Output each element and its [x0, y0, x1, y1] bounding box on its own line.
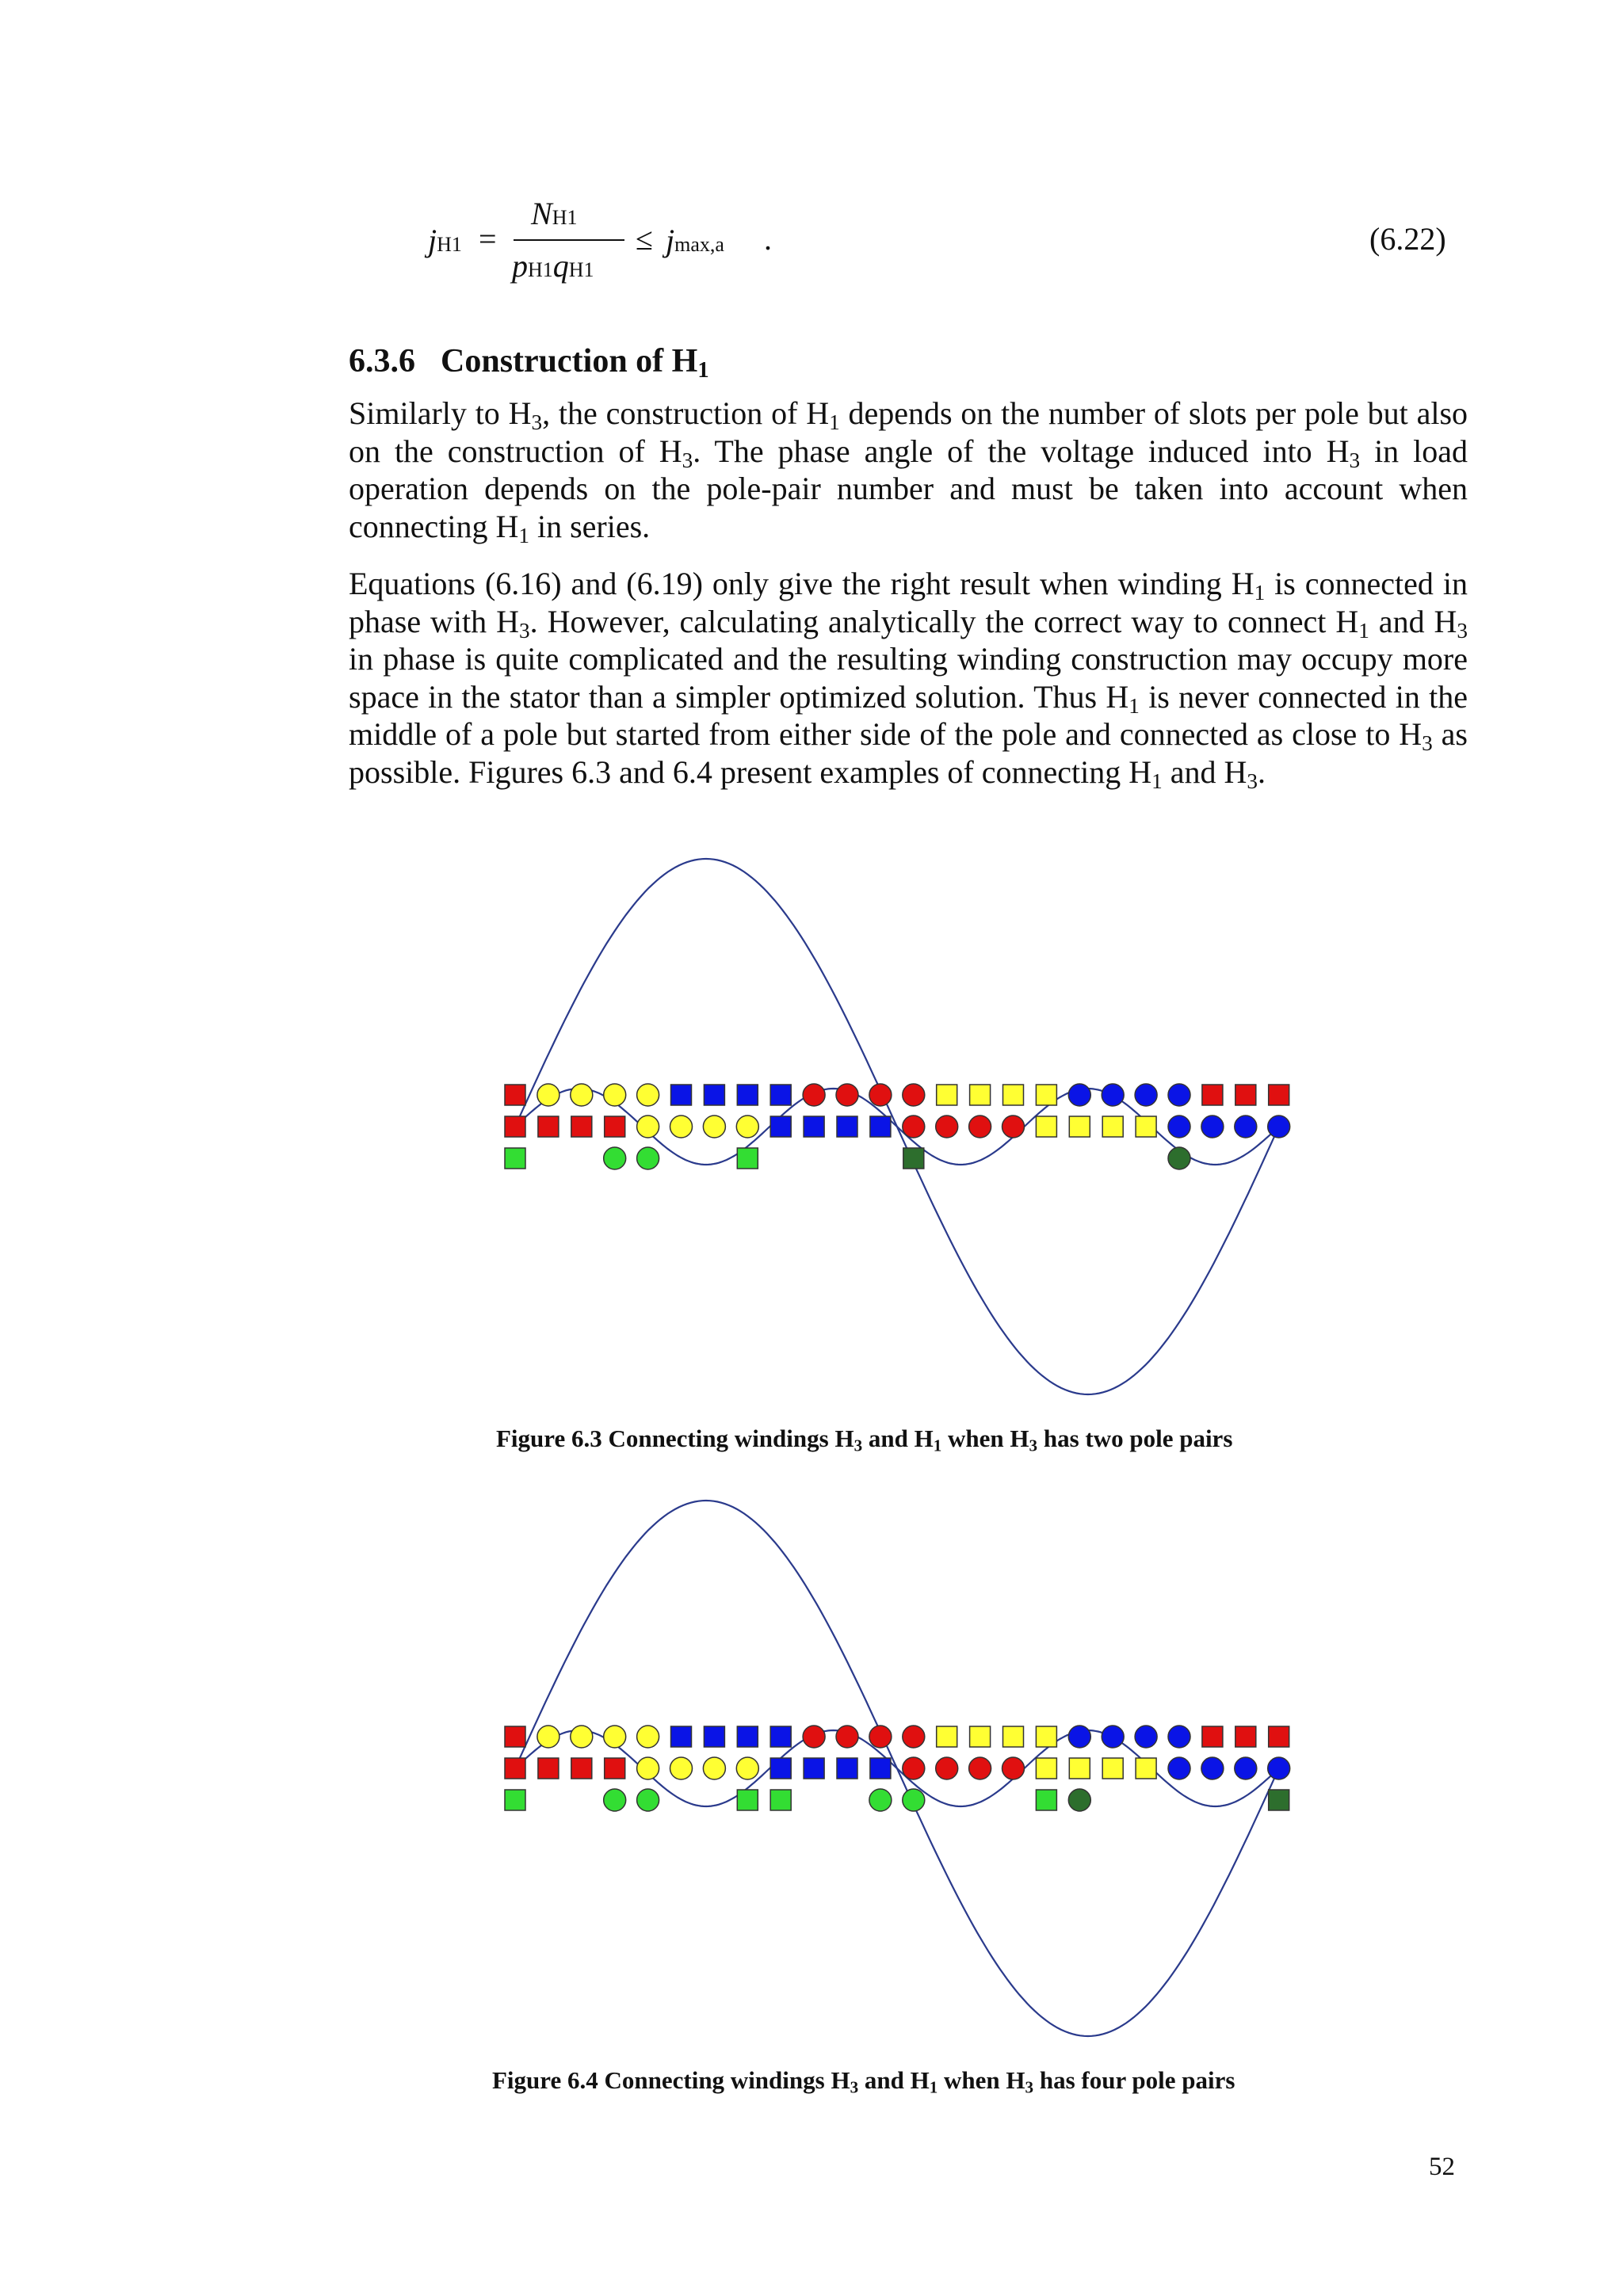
yellow-circle-slot	[604, 1726, 626, 1748]
slot-row-1	[505, 1726, 1289, 1748]
yellow-square-slot	[1136, 1758, 1156, 1779]
red-circle-slot	[803, 1726, 825, 1748]
yellow-circle-slot	[637, 1084, 659, 1106]
yellow-circle-slot	[637, 1726, 659, 1748]
blue-square-slot	[837, 1116, 857, 1137]
dark-green-circle-slot	[1068, 1789, 1090, 1811]
slot-row-3	[505, 1147, 1190, 1169]
eq-equals: =	[479, 221, 497, 257]
figure-6-3-caption: Figure 6.3 Connecting windings $H_3$ and $H_1$ when $H_3$ has two pole pairs	[496, 1425, 1233, 1455]
red-circle-slot	[936, 1116, 958, 1138]
dark-green-circle-slot	[1168, 1147, 1190, 1169]
blue-square-slot	[804, 1116, 824, 1137]
yellow-square-slot	[1036, 1726, 1056, 1747]
green-square-slot	[737, 1148, 758, 1169]
blue-square-slot	[837, 1758, 857, 1779]
red-square-slot	[571, 1116, 592, 1137]
blue-circle-slot	[1201, 1116, 1224, 1138]
red-circle-slot	[836, 1084, 858, 1106]
red-square-slot	[505, 1726, 525, 1747]
figure-6-4-diagram	[491, 1482, 1331, 2060]
blue-square-slot	[770, 1116, 791, 1137]
yellow-circle-slot	[537, 1084, 559, 1106]
blue-circle-slot	[1102, 1726, 1124, 1748]
blue-circle-slot	[1168, 1757, 1190, 1779]
eq-rhs: jmax,a	[666, 223, 724, 258]
yellow-square-slot	[1069, 1758, 1090, 1779]
red-circle-slot	[903, 1084, 925, 1106]
green-square-slot	[505, 1148, 525, 1169]
red-circle-slot	[803, 1084, 825, 1106]
blue-circle-slot	[1168, 1084, 1190, 1106]
yellow-square-slot	[1003, 1726, 1024, 1747]
red-circle-slot	[969, 1116, 991, 1138]
red-square-slot	[1269, 1085, 1289, 1105]
yellow-circle-slot	[637, 1116, 659, 1138]
yellow-circle-slot	[703, 1757, 725, 1779]
eq-denominator: pH1qH1	[512, 248, 594, 284]
eq-fraction-bar	[514, 239, 624, 241]
yellow-square-slot	[1102, 1116, 1123, 1137]
yellow-square-slot	[1036, 1116, 1056, 1137]
yellow-square-slot	[1036, 1758, 1056, 1779]
blue-square-slot	[671, 1726, 692, 1747]
yellow-square-slot	[937, 1726, 957, 1747]
yellow-circle-slot	[604, 1084, 626, 1106]
green-circle-slot	[903, 1789, 925, 1811]
red-square-slot	[605, 1758, 625, 1779]
yellow-square-slot	[970, 1726, 991, 1747]
eq-lhs: jH1	[428, 223, 462, 258]
green-square-slot	[770, 1790, 791, 1810]
blue-circle-slot	[1068, 1084, 1090, 1106]
yellow-circle-slot	[571, 1726, 593, 1748]
blue-circle-slot	[1201, 1757, 1224, 1779]
section-heading: 6.3.6 Construction of $H_1$	[349, 343, 709, 383]
dark-green-square-slot	[903, 1148, 924, 1169]
blue-circle-slot	[1235, 1757, 1257, 1779]
yellow-square-slot	[937, 1085, 957, 1105]
yellow-square-slot	[1003, 1085, 1024, 1105]
red-square-slot	[538, 1116, 559, 1137]
yellow-circle-slot	[571, 1084, 593, 1106]
green-square-slot	[505, 1790, 525, 1810]
red-circle-slot	[1002, 1757, 1025, 1779]
figure-6-4-caption: Figure 6.4 Connecting windings $H_3$ and $H_1$ when $H_3$ has four pole pairs	[492, 2066, 1235, 2097]
blue-square-slot	[870, 1758, 891, 1779]
red-circle-slot	[969, 1757, 991, 1779]
red-square-slot	[1235, 1726, 1256, 1747]
dark-green-square-slot	[1269, 1790, 1289, 1810]
third-harmonic-wave	[515, 1089, 1279, 1165]
red-square-slot	[1269, 1726, 1289, 1747]
blue-square-slot	[770, 1085, 791, 1105]
green-circle-slot	[869, 1789, 892, 1811]
yellow-circle-slot	[670, 1116, 693, 1138]
red-square-slot	[1202, 1085, 1223, 1105]
yellow-circle-slot	[736, 1116, 758, 1138]
red-square-slot	[571, 1758, 592, 1779]
red-square-slot	[505, 1085, 525, 1105]
blue-circle-slot	[1268, 1116, 1290, 1138]
blue-square-slot	[804, 1758, 824, 1779]
yellow-square-slot	[1136, 1116, 1156, 1137]
red-square-slot	[1235, 1085, 1256, 1105]
blue-square-slot	[737, 1085, 758, 1105]
green-square-slot	[1036, 1790, 1056, 1810]
red-circle-slot	[836, 1726, 858, 1748]
blue-circle-slot	[1235, 1116, 1257, 1138]
green-circle-slot	[604, 1147, 626, 1169]
yellow-circle-slot	[670, 1757, 693, 1779]
red-circle-slot	[936, 1757, 958, 1779]
eq-end: .	[764, 221, 772, 257]
figure-6-3-diagram	[491, 840, 1331, 1418]
blue-square-slot	[870, 1116, 891, 1137]
blue-circle-slot	[1268, 1757, 1290, 1779]
yellow-circle-slot	[736, 1757, 758, 1779]
red-circle-slot	[1002, 1116, 1025, 1138]
red-circle-slot	[903, 1116, 925, 1138]
yellow-circle-slot	[537, 1726, 559, 1748]
eq-numerator: NH1	[531, 196, 578, 231]
eq-leq: ≤	[636, 221, 653, 257]
blue-square-slot	[704, 1726, 724, 1747]
equation-number: (6.22)	[1369, 221, 1446, 257]
yellow-square-slot	[1069, 1116, 1090, 1137]
red-circle-slot	[903, 1757, 925, 1779]
green-circle-slot	[604, 1789, 626, 1811]
blue-circle-slot	[1168, 1116, 1190, 1138]
yellow-circle-slot	[703, 1116, 725, 1138]
red-square-slot	[505, 1116, 525, 1137]
red-circle-slot	[869, 1084, 892, 1106]
red-circle-slot	[869, 1726, 892, 1748]
waveform-curves	[515, 859, 1279, 1394]
blue-circle-slot	[1135, 1084, 1157, 1106]
red-square-slot	[1202, 1726, 1223, 1747]
green-square-slot	[737, 1790, 758, 1810]
blue-circle-slot	[1068, 1726, 1090, 1748]
blue-square-slot	[737, 1726, 758, 1747]
red-circle-slot	[903, 1726, 925, 1748]
red-square-slot	[505, 1758, 525, 1779]
paragraph-1: Similarly to $H_3$, the construction of $H_1$ depends on the number of slots per pole but also on the construction of $H_3$. The phase angle of the voltage induced into $H_3$ in load operation depends on the pole-pair number and must be taken into account when connecting $H_1$ in series.	[349, 395, 1468, 547]
waveform-curves	[515, 1501, 1279, 2036]
yellow-circle-slot	[637, 1757, 659, 1779]
slot-row-1	[505, 1084, 1289, 1106]
slot-row-3	[505, 1789, 1289, 1811]
blue-circle-slot	[1168, 1726, 1190, 1748]
yellow-square-slot	[970, 1085, 991, 1105]
blue-circle-slot	[1135, 1726, 1157, 1748]
section-number: 6.3.6	[349, 343, 415, 379]
blue-square-slot	[704, 1085, 724, 1105]
blue-square-slot	[770, 1726, 791, 1747]
green-circle-slot	[637, 1789, 659, 1811]
paragraph-2: Equations (6.16) and (6.19) only give the right result when winding $H_1$ is connected in phase with $H_3$. However, calculating analytically the correct way to connect $H_1$ and $H_3$ in phase is quite complicated and the resulting winding construction may occupy more space in the stator than a simpler optimized solution. Thus $H_1$ is never connected in the middle of a pole but started from either side of the pole and connected as close to $H_3$ as possible. Figures 6.3 and 6.4 present examples of connecting $H_1$ and $H_3$.	[349, 566, 1468, 793]
blue-square-slot	[770, 1758, 791, 1779]
equation-6-22	[428, 198, 1474, 293]
red-square-slot	[605, 1116, 625, 1137]
yellow-square-slot	[1102, 1758, 1123, 1779]
green-circle-slot	[637, 1147, 659, 1169]
page-number: 52	[1429, 2153, 1455, 2181]
blue-circle-slot	[1102, 1084, 1124, 1106]
yellow-square-slot	[1036, 1085, 1056, 1105]
red-square-slot	[538, 1758, 559, 1779]
section-title: Construction of H	[441, 343, 698, 379]
blue-square-slot	[671, 1085, 692, 1105]
third-harmonic-wave	[515, 1730, 1279, 1806]
